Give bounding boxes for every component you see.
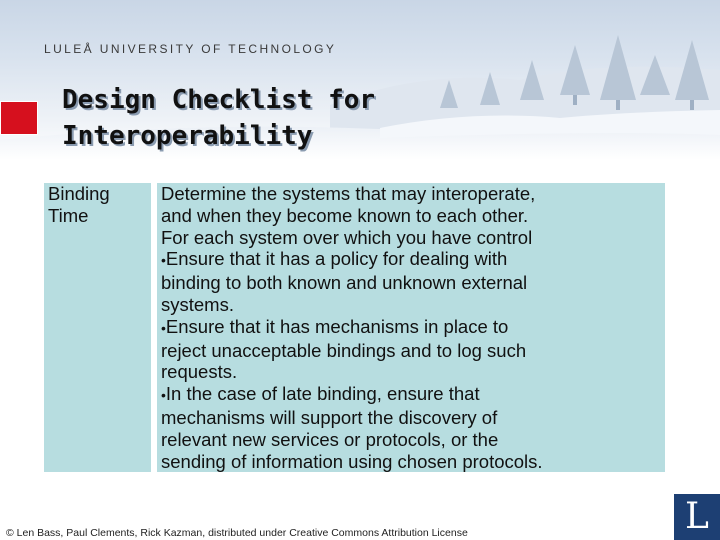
bullet-icon: • <box>161 319 166 336</box>
bullet-line: relevant new services or protocols, or the <box>161 428 499 450</box>
bullet-line <box>161 248 665 272</box>
bullet-line: binding to both known and unknown external <box>161 272 528 294</box>
category-line-2: Time <box>48 204 89 226</box>
university-name: LULEÅ UNIVERSITY OF TECHNOLOGY <box>44 42 337 56</box>
bullet-text: Ensure that it has a policy for dealing with <box>165 248 508 270</box>
list-item <box>161 383 665 472</box>
bullet-line <box>161 383 665 407</box>
license-footer: © Len Bass, Paul Clements, Rick Kazman, distributed under Creative Commons Attribution License <box>6 527 468 539</box>
title-line-2: Interoperability <box>62 121 313 151</box>
description-cell <box>157 183 665 472</box>
logo-letter: L <box>685 496 709 537</box>
list-item <box>161 248 665 315</box>
bullet-line <box>161 316 665 340</box>
bullet-line: sending of information using chosen protocols. <box>161 450 543 472</box>
category-line-1: Binding <box>48 183 110 204</box>
bullet-text: In the case of late binding, ensure that <box>165 383 480 405</box>
header-banner <box>0 0 720 160</box>
title-line-1: Design Checklist for <box>62 85 376 115</box>
bullet-line: reject unacceptable bindings and to log such <box>161 339 527 361</box>
intro-line: Determine the systems that may interoperate, <box>161 183 536 204</box>
accent-square <box>0 101 38 135</box>
checklist-table <box>44 183 665 472</box>
category-cell <box>44 183 151 472</box>
slide-title <box>62 82 482 154</box>
bullet-icon: • <box>161 252 166 269</box>
list-item <box>161 316 665 383</box>
intro-line: For each system over which you have control <box>161 226 533 248</box>
university-logo <box>674 494 720 540</box>
intro-line: and when they become known to each other. <box>161 204 529 226</box>
bullet-text: Ensure that it has mechanisms in place to <box>165 315 509 337</box>
table-row <box>44 183 665 472</box>
bullet-line: mechanisms will support the discovery of <box>161 406 498 428</box>
bullet-icon: • <box>161 387 166 404</box>
bullet-line: systems. <box>161 293 234 315</box>
bullet-line: requests. <box>161 361 238 383</box>
